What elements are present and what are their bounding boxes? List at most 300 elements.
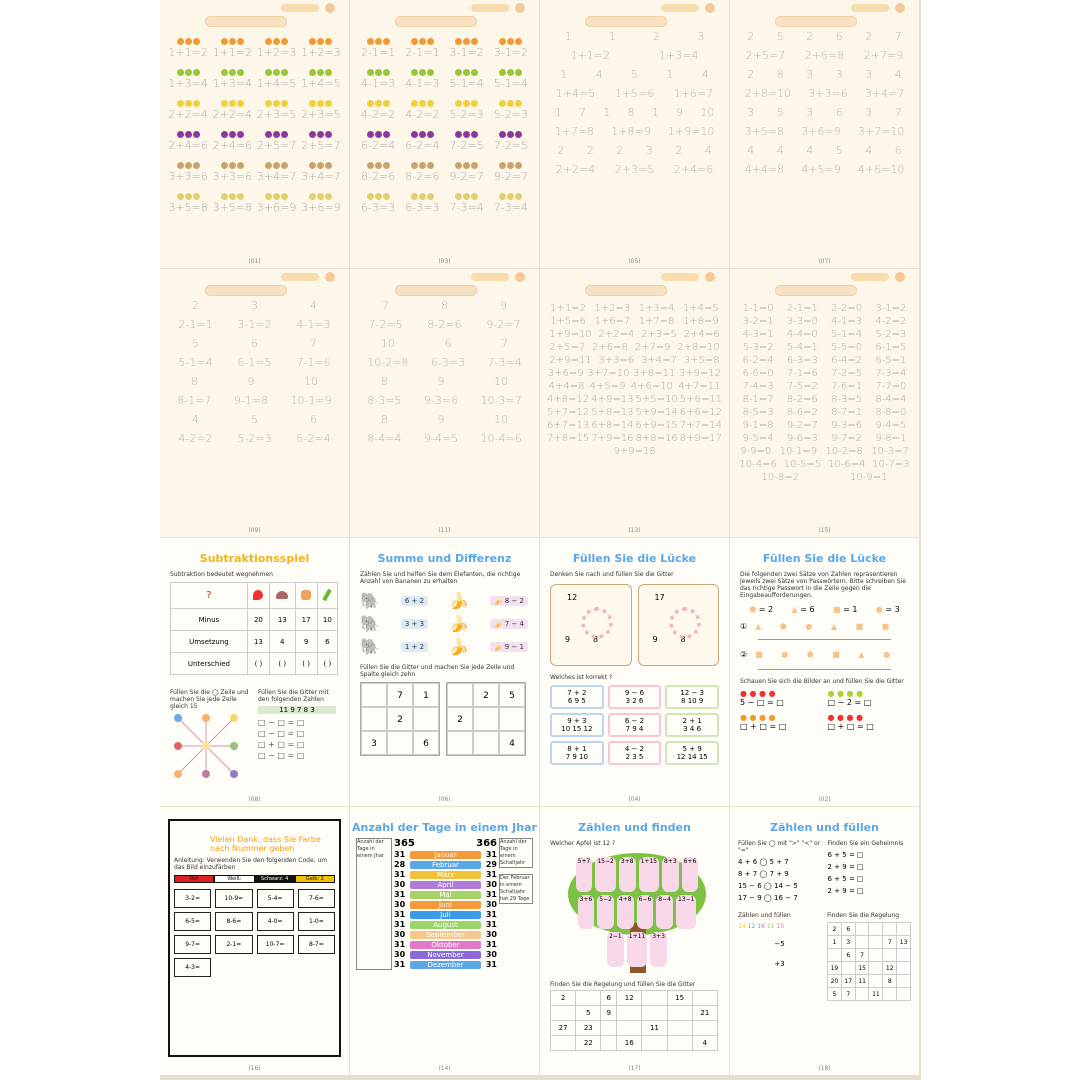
compare-right: 16 − 7: [773, 894, 798, 902]
table-cell[interactable]: [855, 923, 869, 936]
traced-equation: 2+5=7: [301, 139, 341, 152]
grid-cell[interactable]: [447, 683, 473, 707]
traced-value: 3+6=9: [801, 125, 841, 138]
table-cell[interactable]: [869, 975, 883, 988]
fruit-icon: [265, 100, 272, 107]
days-value: 30: [394, 900, 406, 909]
page-number: (05): [628, 258, 641, 265]
compare-circle[interactable]: ◯: [757, 858, 770, 866]
grid-cell[interactable]: [642, 991, 667, 1006]
answer-card[interactable]: [550, 685, 604, 709]
fruit-icon: [419, 131, 426, 138]
traced-equation: 2-2=0: [831, 303, 863, 314]
color-region[interactable]: 10-7=: [257, 935, 294, 954]
grid-cell[interactable]: [667, 1006, 692, 1021]
traced-value: 8-2=6: [427, 318, 462, 331]
traced-equation: 8-4=4: [875, 394, 907, 405]
answer-card[interactable]: [665, 713, 719, 737]
traced-value: 3+4=7: [864, 87, 905, 100]
equation-row: [356, 356, 533, 369]
traced-equation: 3+3=6: [212, 170, 253, 183]
traced-equation: 7-4=3: [742, 381, 774, 392]
apple-label[interactable]: 15−2: [595, 857, 615, 892]
traced-value: 8: [380, 413, 388, 426]
fruit-icon: [463, 193, 470, 200]
traced-value: 6: [310, 413, 317, 426]
fruit-icon: [471, 131, 478, 138]
table-cell[interactable]: [883, 988, 897, 1001]
traced-value: 1+4=5: [555, 87, 596, 100]
wheel-value: 8: [593, 635, 599, 644]
elephant-sum[interactable]: 6 + 2: [401, 596, 428, 606]
table-cell[interactable]: ( ): [270, 653, 296, 675]
apple-label[interactable]: 1+11: [627, 932, 647, 967]
traced-value: 1: [603, 106, 611, 119]
apple-label[interactable]: 3+3: [650, 932, 667, 967]
traced-equation: 3-2=1: [742, 316, 774, 327]
grid-cell[interactable]: [361, 707, 387, 731]
answer-card[interactable]: [608, 685, 662, 709]
equation-row: [356, 139, 533, 152]
page-number: (06): [438, 796, 451, 803]
grid-cell[interactable]: [692, 991, 717, 1006]
days-value-leap: 30: [485, 900, 497, 909]
traced-equation: 4-2=2: [405, 108, 440, 121]
compare-circle[interactable]: ◯: [761, 882, 774, 890]
grid-cell[interactable]: [642, 1006, 667, 1021]
traced-equation: 2+6=8: [592, 342, 628, 353]
fruit-icon: [221, 162, 228, 169]
traced-equation: 5+8=13: [591, 407, 634, 418]
page-number: (18): [818, 1065, 831, 1072]
table-cell[interactable]: [869, 949, 883, 962]
grid-row: [551, 1006, 718, 1021]
grid-cell[interactable]: [447, 731, 473, 755]
table-cell: 7: [841, 988, 855, 1001]
days-365: 365: [394, 838, 415, 849]
traced-equation: 1+6=7: [594, 316, 631, 327]
equation-row: [166, 337, 343, 350]
traced-value: 4-1=3: [296, 318, 331, 331]
answer-card[interactable]: [550, 741, 604, 765]
card-options: 3 4 6: [683, 725, 702, 733]
compare-left: 8 + 7: [738, 870, 758, 878]
row-label: Umsetzung: [171, 631, 248, 653]
scroll-puzzle-2[interactable]: [638, 584, 720, 666]
traced-value: 2: [192, 299, 199, 312]
month-name: Februar: [410, 861, 481, 869]
apple-label[interactable]: 6−6: [637, 895, 654, 930]
compare-circle[interactable]: ◯: [761, 894, 774, 902]
traced-equation: 8-6=2: [786, 407, 818, 418]
table-cell: 7: [855, 949, 869, 962]
table-cell[interactable]: ( ): [317, 653, 337, 675]
page-number: (09): [248, 527, 261, 534]
traced-value: 4: [747, 144, 755, 157]
equation-row: [546, 49, 723, 62]
page-number: (04): [628, 796, 641, 803]
kid-icon: [895, 3, 905, 13]
traced-equation: 8-2=6: [361, 170, 396, 183]
grid-equations[interactable]: □ − □ = □ □ − □ = □ □ + □ = □ □ − □ = □: [258, 718, 305, 760]
grid-cell[interactable]: [601, 1036, 617, 1051]
days-value: 31: [394, 890, 406, 899]
traced-value: 1: [564, 30, 572, 43]
fruit-icon: [237, 131, 244, 138]
traced-equation: 6-4=2: [831, 355, 863, 366]
traced-value: 9: [500, 299, 507, 312]
equation-row: [546, 433, 723, 444]
grid-cell[interactable]: [617, 1021, 642, 1036]
traced-value: 2: [557, 144, 565, 157]
table-cell[interactable]: ( ): [295, 653, 317, 675]
equation-row: [546, 329, 723, 340]
table-cell[interactable]: [869, 936, 883, 949]
page-title-bar: [585, 285, 667, 296]
traced-equation: 1+7=8: [638, 316, 675, 327]
fruit-icon: [411, 100, 418, 107]
grid-cell[interactable]: [551, 1006, 576, 1021]
traced-equation: 9-7=2: [831, 433, 863, 444]
code-value: = 1: [840, 605, 858, 614]
days-value-leap: 31: [485, 940, 497, 949]
grid-cell: 4: [499, 731, 525, 755]
table-cell[interactable]: [897, 975, 911, 988]
color-region[interactable]: 3-2=: [174, 889, 211, 908]
days-value-leap: 31: [485, 910, 497, 919]
color-region[interactable]: 1-0=: [298, 912, 335, 931]
equation-row: [166, 318, 343, 331]
apple-label[interactable]: 5−2: [597, 895, 614, 930]
grid-cell[interactable]: [642, 1036, 667, 1051]
banana-difference[interactable]: 🍌 7 − 4: [490, 619, 528, 629]
color-region[interactable]: 4-0=: [257, 912, 294, 931]
code-item: [749, 605, 773, 614]
table-cell[interactable]: [883, 923, 897, 936]
fruit-icon: [367, 193, 374, 200]
apple-label[interactable]: 6+6: [682, 857, 699, 892]
page-13: [540, 269, 729, 537]
fruit-icon: [309, 162, 316, 169]
top-number: 15: [776, 923, 785, 930]
fruit-icon: [177, 100, 184, 107]
traced-equation: 10-7=3: [872, 459, 910, 470]
secret-equation[interactable]: 2 + 9 = □: [827, 887, 864, 895]
color-region[interactable]: 10-9=: [215, 889, 252, 908]
color-region[interactable]: 2-1=: [215, 935, 252, 954]
card-options: 6 9 5: [567, 697, 586, 705]
grid-cell[interactable]: [551, 1036, 576, 1051]
table-cell: 12: [883, 962, 897, 975]
card-question: 9 − 6: [624, 689, 645, 697]
color-region[interactable]: 8-6=: [215, 912, 252, 931]
traced-value: 7: [382, 299, 389, 312]
traced-value: 4: [701, 68, 709, 81]
traced-value: 6-2=4: [296, 432, 331, 445]
days-value-leap: 30: [485, 930, 497, 939]
apple-label[interactable]: 3+8: [619, 857, 636, 892]
table-cell[interactable]: [855, 936, 869, 949]
traced-equation: 5-2=3: [449, 108, 484, 121]
traced-equation: 4-4=0: [786, 329, 818, 340]
secret-equation[interactable]: 2 + 9 = □: [827, 863, 864, 871]
table-cell[interactable]: [897, 988, 911, 1001]
month-name: März: [410, 871, 481, 879]
page-badge: [471, 273, 509, 281]
days-value: 31: [394, 870, 406, 879]
traced-value: 4: [192, 413, 199, 426]
wheel-value: 9: [652, 635, 658, 644]
traced-value: 9-3=6: [423, 394, 459, 407]
traced-equation: 8+9=17: [679, 433, 722, 444]
grid-cell: 2: [473, 683, 499, 707]
traced-value: 4: [310, 299, 317, 312]
fruit-row: [356, 32, 533, 46]
fruit-icon: [193, 131, 200, 138]
answer-card[interactable]: [608, 713, 662, 737]
pattern-table[interactable]: [827, 922, 911, 1001]
table-cell: 11: [869, 988, 883, 1001]
traced-equation: 5-3=2: [742, 342, 774, 353]
traced-equation: 6-2=4: [405, 139, 440, 152]
color-region[interactable]: 9-7=: [174, 935, 211, 954]
traced-equation: 6+6=12: [679, 407, 722, 418]
grid-cell: 15: [667, 991, 692, 1006]
fruit-icon: [383, 100, 390, 107]
table-cell[interactable]: [897, 962, 911, 975]
apple-label[interactable]: 1+15: [639, 857, 659, 892]
traced-value: 2+5=7: [745, 49, 786, 62]
equation-row: [736, 106, 913, 119]
answer-card[interactable]: [608, 741, 662, 765]
secret-equation[interactable]: 6 + 5 = □: [827, 875, 864, 883]
page-badge: [851, 4, 889, 12]
traced-equation: 7+9=16: [591, 433, 634, 444]
traced-equation: 7-5=2: [786, 381, 818, 392]
grid-cell: 22: [576, 1036, 601, 1051]
apple-label[interactable]: 3+6: [578, 895, 595, 930]
equation-text[interactable]: □ − 2 = □: [827, 698, 872, 707]
traced-value: 5-1=4: [178, 356, 213, 369]
grid-2[interactable]: [446, 682, 526, 756]
page-number: (13): [628, 527, 641, 534]
traced-value: 4: [894, 68, 902, 81]
answer-card[interactable]: [550, 713, 604, 737]
fruit-icon: [193, 100, 200, 107]
grid-cell[interactable]: [473, 707, 499, 731]
elephant-sum[interactable]: 1 + 2: [401, 642, 428, 652]
apple-label[interactable]: 8−4: [656, 895, 673, 930]
fruit-icon: [185, 131, 192, 138]
grid-cell[interactable]: [499, 707, 525, 731]
table-cell[interactable]: [869, 962, 883, 975]
elephant-banana-row: [360, 637, 529, 656]
traced-equation: 3+4=7: [301, 170, 341, 183]
month-row: [394, 920, 497, 929]
traced-equation: 10-1=9: [779, 446, 818, 457]
month-row: [394, 900, 497, 909]
table-cell[interactable]: ( ): [247, 653, 269, 675]
traced-equation: 3+6=9: [256, 201, 297, 214]
grid-cell: 6: [413, 731, 439, 755]
card-options: 10 15 12: [561, 725, 593, 733]
grid-cell[interactable]: [413, 707, 439, 731]
traced-equation: 1+5=6: [550, 316, 587, 327]
compare-row: [738, 870, 822, 878]
fruit-icon: [367, 131, 374, 138]
table-cell: 15: [855, 962, 869, 975]
days-value-leap: 31: [485, 920, 497, 929]
color-region[interactable]: 5-4=: [257, 889, 294, 908]
traced-equation: 8-5=3: [742, 407, 774, 418]
fruit-icon: ● ● ● ●: [827, 689, 864, 698]
fruit-icon: [177, 162, 184, 169]
grid-cell[interactable]: [473, 731, 499, 755]
fruit-icon: [383, 162, 390, 169]
color-region[interactable]: 8-7=: [298, 935, 335, 954]
apple-label[interactable]: 13−1: [676, 895, 696, 930]
grid-1[interactable]: [360, 682, 440, 756]
fruit-icon: [325, 193, 332, 200]
traced-value: 2: [747, 68, 755, 81]
fruit-icon: [499, 162, 506, 169]
hint-text: Füllen Sie die ◯ Zeile und machen Sie jede Zeile gleich 15: [170, 689, 249, 710]
table-cell[interactable]: [897, 949, 911, 962]
page-title-bar: [585, 16, 667, 27]
grid-cell[interactable]: [601, 1021, 617, 1036]
month-name: Januar: [410, 851, 481, 859]
table-cell: 17: [841, 975, 855, 988]
traced-equation: 5-2=3: [493, 108, 528, 121]
traced-value: 8: [190, 375, 198, 388]
grid-cell[interactable]: [667, 1036, 692, 1051]
answer-card[interactable]: [665, 741, 719, 765]
fruit-icon: [185, 193, 192, 200]
answer-card[interactable]: [665, 685, 719, 709]
fruit-icon: [427, 193, 434, 200]
traced-value: 6: [251, 337, 258, 350]
table-cell[interactable]: [883, 949, 897, 962]
grid-cell[interactable]: [692, 1021, 717, 1036]
color-region[interactable]: 4-3=: [174, 958, 211, 977]
grid-cell[interactable]: [617, 1006, 642, 1021]
compare-circle[interactable]: ◯: [757, 870, 770, 878]
fruit-icon: [185, 100, 192, 107]
intro-text: Zählen Sie und helfen Sie dem Elefanten, die richtige Anzahl von Bananen zu erhalten: [360, 571, 521, 585]
days-value-leap: 30: [485, 880, 497, 889]
equation-text[interactable]: □ + □ = □: [740, 722, 787, 731]
fruit-icon: [411, 69, 418, 76]
page-08: [160, 538, 349, 806]
elephant-banana-row: [360, 614, 529, 633]
grid-cell[interactable]: [667, 1021, 692, 1036]
fruit-icon: [317, 38, 324, 45]
banana-difference[interactable]: 🍌 8 − 2: [490, 596, 528, 606]
equation-row: [546, 106, 723, 119]
banana-difference[interactable]: 🍌 9 − 1: [490, 642, 528, 652]
page-title-bar: [395, 285, 477, 296]
traced-equation: 7-2=5: [449, 139, 484, 152]
fruit-icon: [309, 193, 316, 200]
equation-row: [546, 303, 723, 314]
table-row: [171, 653, 338, 675]
table-cell[interactable]: [897, 923, 911, 936]
grid-cell[interactable]: [361, 683, 387, 707]
traced-value: 2: [806, 30, 814, 43]
table-cell[interactable]: [855, 988, 869, 1001]
equation-text[interactable]: 5 − □ = □: [740, 698, 784, 707]
traced-value: 10-2=8: [367, 356, 409, 369]
fruit-icon: [317, 131, 324, 138]
traced-value: 10: [494, 413, 509, 426]
traced-equation: 7-3=4: [875, 368, 907, 379]
grid-cell[interactable]: [576, 991, 601, 1006]
card-question: 6 − 2: [624, 717, 645, 725]
traced-equation: 5-1=4: [831, 329, 863, 340]
label-box: Anzahl der Tage in einem Jhar: [356, 838, 392, 970]
fruit-row: [166, 187, 343, 201]
traced-value: 5: [835, 144, 843, 157]
table-cell[interactable]: [828, 949, 842, 962]
banana-icon: 🍌: [448, 591, 469, 610]
table-cell: 7: [883, 936, 897, 949]
traced-equation: 1+3=4: [638, 303, 675, 314]
page-badge: [851, 273, 889, 281]
elephant-sum[interactable]: 3 + 3: [401, 619, 428, 629]
table-cell[interactable]: [869, 923, 883, 936]
fruit-icon: [221, 38, 228, 45]
page-number: (11): [438, 527, 451, 534]
secret-equation[interactable]: 6 + 5 = □: [827, 851, 864, 859]
fruit-icon: [229, 38, 236, 45]
scroll-puzzle-1[interactable]: [550, 584, 632, 666]
fruit-row: [356, 187, 533, 201]
page-title: Zählen und füllen: [770, 821, 879, 834]
table-cell: 13: [247, 631, 269, 653]
apple-label[interactable]: 4+8: [617, 895, 634, 930]
row-label: Unterschied: [171, 653, 248, 675]
fruit-icon: [237, 69, 244, 76]
apple-label[interactable]: 8+3: [662, 857, 679, 892]
fruit-icon: [229, 162, 236, 169]
fruit-icon: [383, 38, 390, 45]
apple-label[interactable]: 5+7: [576, 857, 593, 892]
traced-value: 4+4=8: [744, 163, 785, 176]
traced-value: 9: [247, 375, 255, 388]
color-region[interactable]: 7-6=: [298, 889, 335, 908]
color-region[interactable]: 6-5=: [174, 912, 211, 931]
table-cell[interactable]: [841, 962, 855, 975]
month-name: September: [410, 931, 481, 939]
fruit-icon: ● ● ● ●: [740, 689, 776, 698]
apple-label[interactable]: 2−1: [607, 932, 624, 967]
traced-equation: 3+6=9: [547, 368, 584, 379]
traced-equation: 4+9=13: [591, 394, 634, 405]
page-title: Zählen und finden: [578, 821, 691, 834]
fruit-icon: [325, 100, 332, 107]
table-row: [171, 631, 338, 653]
color-key-item: Rot: [174, 875, 214, 883]
grid-cell: 1: [413, 683, 439, 707]
traced-equation: 1+3=4: [168, 77, 208, 90]
hint-text: Finden Sie die Regelung und füllen Sie die Gitter: [550, 981, 696, 988]
traced-equation: 10-3=7: [871, 446, 909, 457]
grid-cell[interactable]: [387, 731, 413, 755]
equation-text[interactable]: □ + □ = □: [827, 722, 874, 731]
pattern-grid[interactable]: [550, 990, 718, 1051]
traced-equation: 4+6=10: [630, 381, 673, 392]
traced-equation: 10-2=8: [825, 446, 863, 457]
